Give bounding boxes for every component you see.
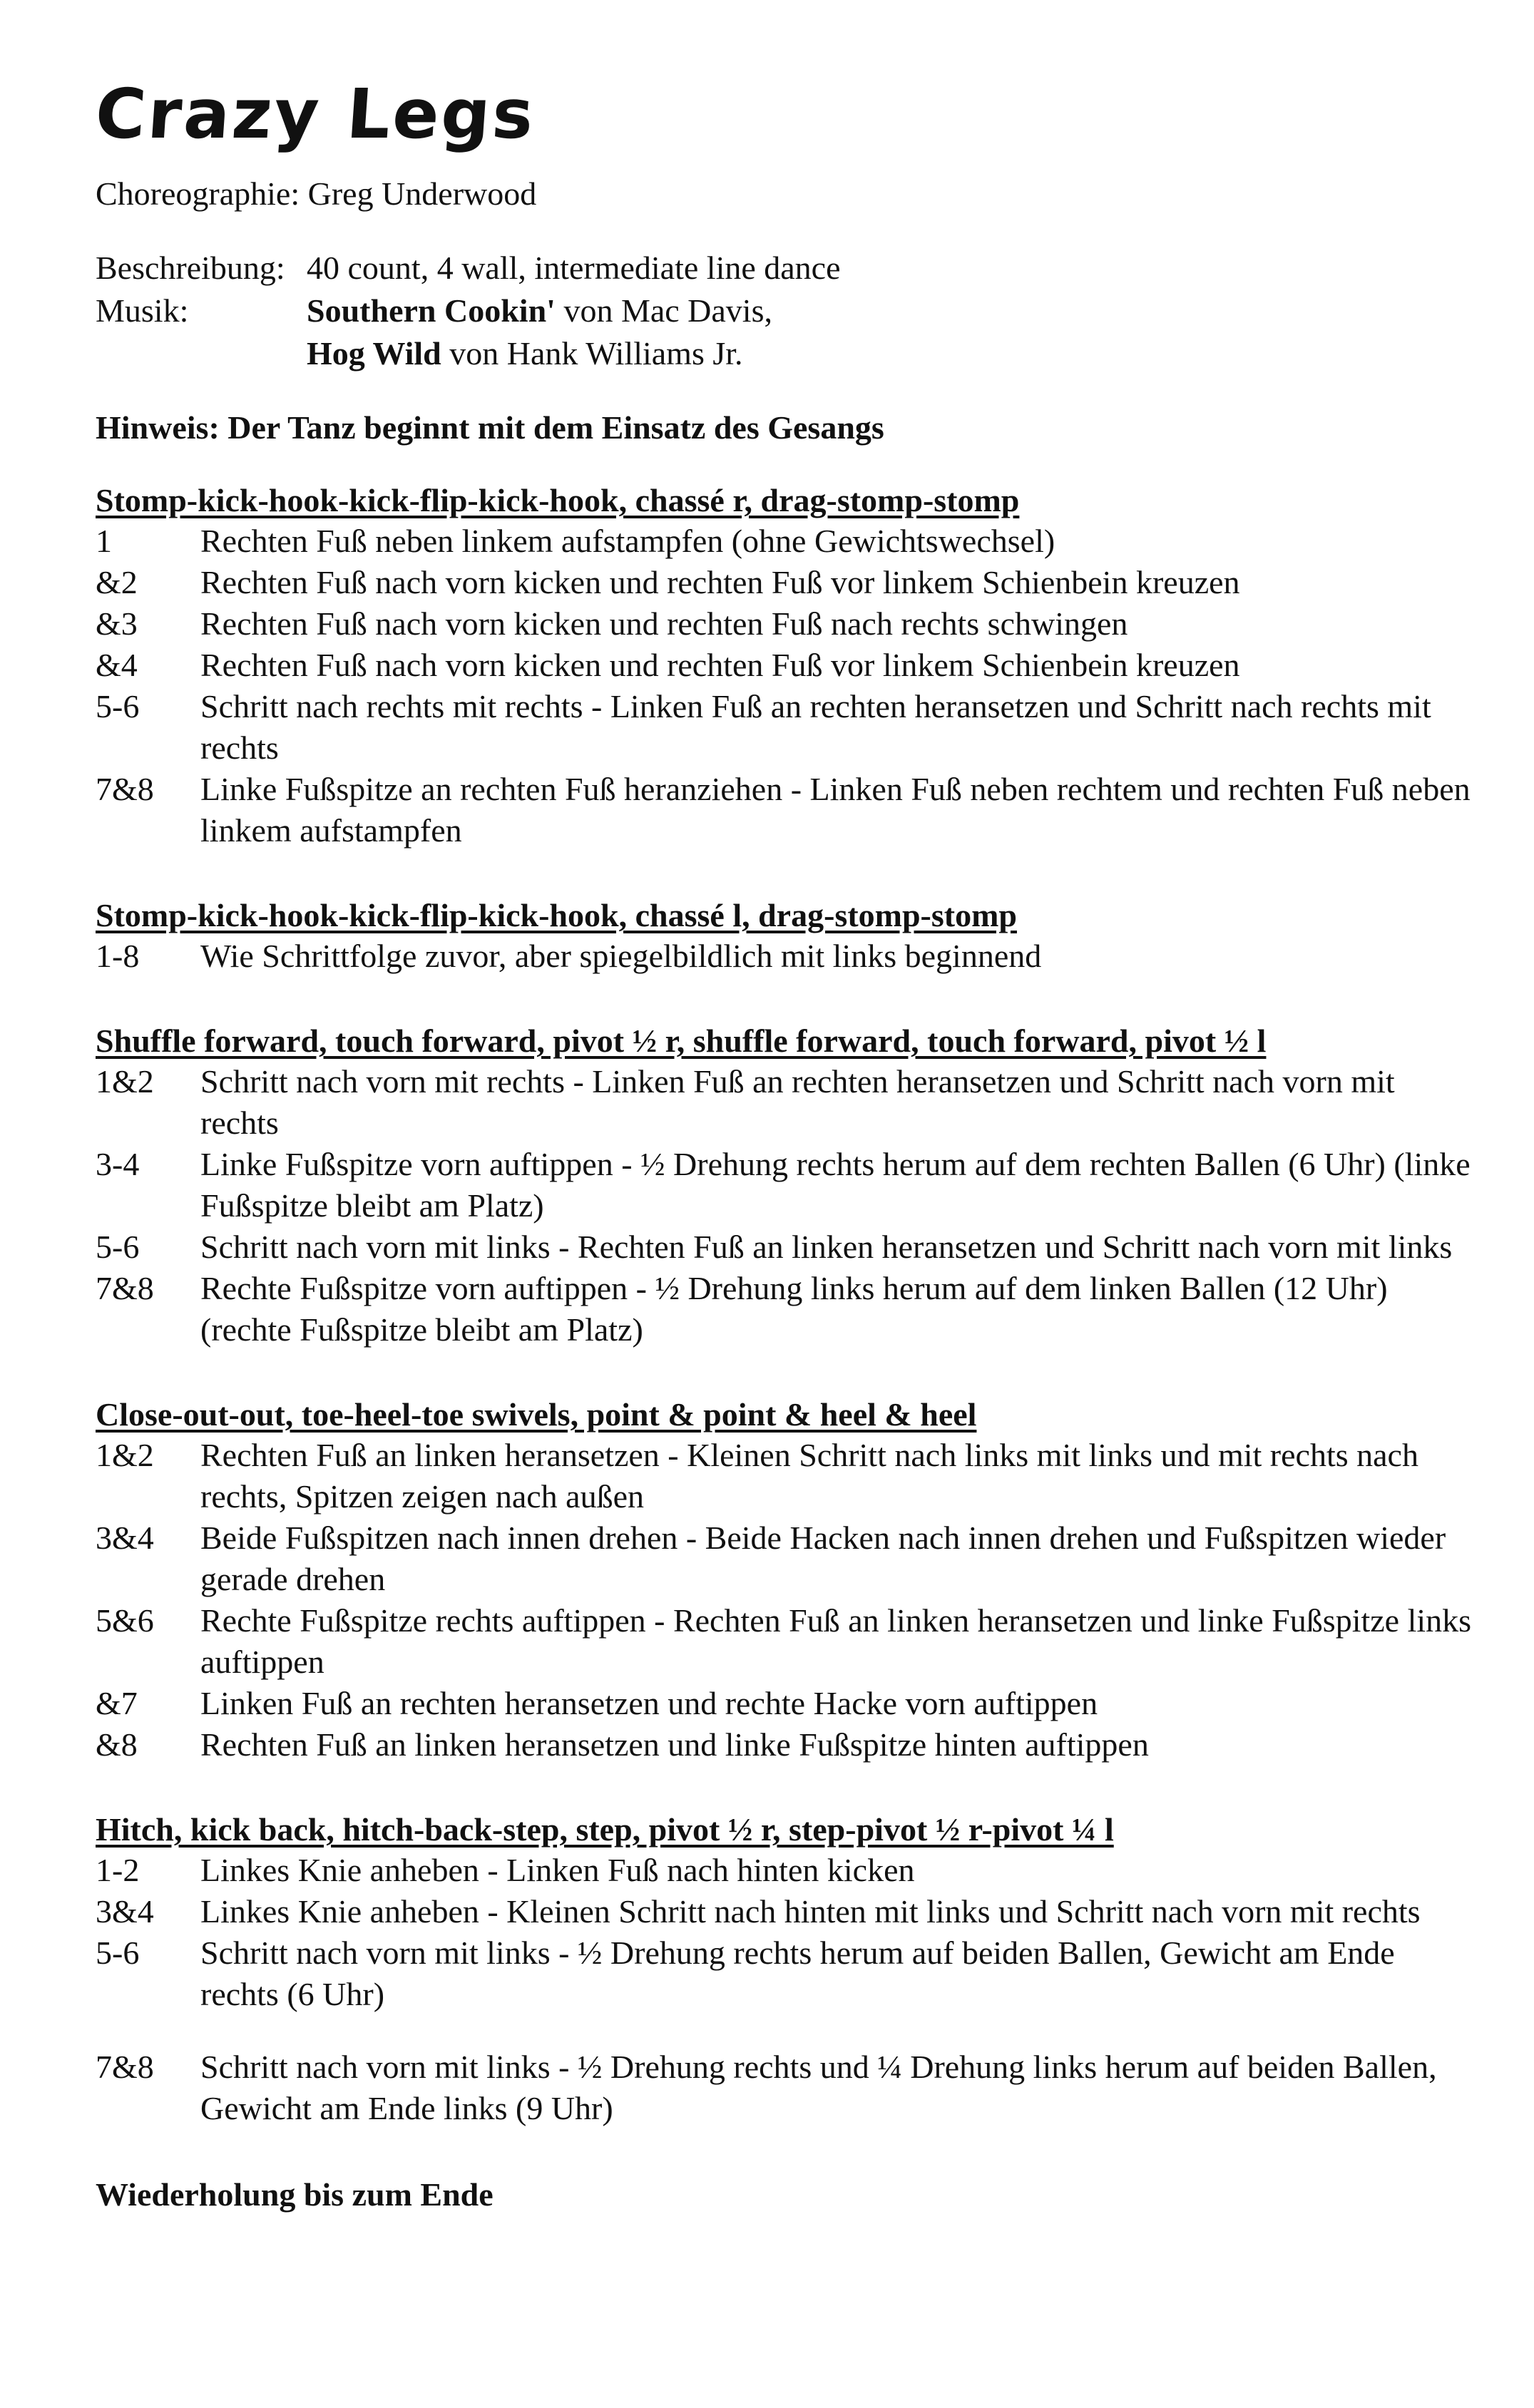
section-title: Stomp-kick-hook-kick-flip-kick-hook, chassé r, drag-stomp-stomp: [96, 482, 1020, 518]
section-5: [96, 1810, 1472, 2129]
step-count: &2: [96, 564, 138, 600]
start-note: Hinweis: Der Tanz beginnt mit dem Einsatz des Gesangs: [96, 409, 884, 446]
step-text: Rechten Fuß nach vorn kicken und rechten Fuß nach rechts schwingen: [200, 605, 1128, 642]
song-title: Southern Cookin': [307, 292, 556, 329]
step-text: Rechten Fuß an linken heransetzen und linke Fußspitze hinten auftippen: [200, 1726, 1149, 1763]
step-count: &7: [96, 1685, 138, 1721]
step-row: [96, 686, 1472, 769]
step-text: Linke Fußspitze an rechten Fuß heranziehen - Linken Fuß neben rechtem und rechten Fuß neben linkem aufstampfen: [200, 771, 1471, 849]
song-artist: von Hank Williams Jr.: [441, 335, 743, 372]
description-line: [96, 247, 1472, 290]
step-count: 1-2: [96, 1852, 140, 1888]
step-row: [96, 1850, 1472, 1891]
repeat-note: Wiederholung bis zum Ende: [96, 2176, 494, 2213]
step-count: 3-4: [96, 1146, 140, 1182]
section-title: Stomp-kick-hook-kick-flip-kick-hook, chassé l, drag-stomp-stomp: [96, 897, 1017, 933]
step-row: [96, 769, 1472, 851]
step-row: [96, 521, 1472, 562]
step-text: Schritt nach vorn mit links - Rechten Fuß an linken heransetzen und Schritt nach vorn mit links: [200, 1229, 1453, 1265]
step-row: [96, 1932, 1472, 2015]
step-text: Rechte Fußspitze rechts auftippen - Rechten Fuß an linken heransetzen und linke Fußspitze links auftippen: [200, 1602, 1472, 1680]
step-text: Schritt nach rechts mit rechts - Linken Fuß an rechten heransetzen und Schritt nach rechts mit rechts: [200, 688, 1431, 766]
step-count: &4: [96, 647, 138, 683]
step-count: 1: [96, 523, 112, 559]
step-text: Schritt nach vorn mit links - ½ Drehung rechts herum auf beiden Ballen, Gewicht am Ende rechts (6 Uhr): [200, 1935, 1395, 2012]
step-count: 7&8: [96, 1270, 154, 1306]
music-label: Musik:: [96, 292, 189, 329]
song-title: Hog Wild: [307, 335, 441, 372]
step-text: Linke Fußspitze vorn auftippen - ½ Drehung rechts herum auf dem rechten Ballen (6 Uhr) (linke Fußspitze bleibt am Platz): [200, 1146, 1471, 1224]
section-1: [96, 481, 1472, 851]
description-label: Beschreibung:: [96, 250, 285, 286]
step-count: 1&2: [96, 1437, 154, 1473]
step-count: 7&8: [96, 2049, 154, 2085]
step-text: Rechten Fuß nach vorn kicken und rechten Fuß vor linkem Schienbein kreuzen: [200, 564, 1240, 600]
step-count: 7&8: [96, 771, 154, 807]
step-count: 1-8: [96, 938, 140, 974]
step-row: [96, 603, 1472, 645]
step-row: [96, 1061, 1472, 1144]
music-line-2: [96, 332, 1472, 375]
step-count: 3&4: [96, 1893, 154, 1930]
step-row: [96, 1724, 1472, 1766]
step-text: Linkes Knie anheben - Kleinen Schritt nach hinten mit links und Schritt nach vorn mit rechts: [200, 1893, 1421, 1930]
section-2: [96, 896, 1472, 977]
section-title: Hitch, kick back, hitch-back-step, step, pivot ½ r, step-pivot ½ r-pivot ¼ l: [96, 1811, 1114, 1848]
song-artist: von Mac Davis,: [555, 292, 772, 329]
step-row: [96, 562, 1472, 603]
step-count: 3&4: [96, 1520, 154, 1556]
step-row: [96, 1891, 1472, 1932]
step-text: Beide Fußspitzen nach innen drehen - Beide Hacken nach innen drehen und Fußspitzen wieder gerade drehen: [200, 1520, 1446, 1597]
step-count: 5&6: [96, 1602, 154, 1639]
dance-title: Crazy Legs: [93, 74, 538, 154]
step-count: &3: [96, 605, 138, 642]
step-text: Rechte Fußspitze vorn auftippen - ½ Drehung links herum auf dem linken Ballen (12 Uhr) (rechte Fußspitze bleibt am Platz): [200, 1270, 1388, 1348]
music-song-2: [307, 332, 743, 375]
section-title: Shuffle forward, touch forward, pivot ½ r, shuffle forward, touch forward, pivot ½ l: [96, 1023, 1267, 1059]
step-row: [96, 1226, 1472, 1268]
step-text: Schritt nach vorn mit rechts - Linken Fuß an rechten heransetzen und Schritt nach vorn mit rechts: [200, 1063, 1395, 1141]
step-row: [96, 1517, 1472, 1600]
step-row: [96, 936, 1472, 977]
section-3: [96, 1021, 1472, 1351]
step-text: Rechten Fuß an linken heransetzen - Kleinen Schritt nach links mit links und mit rechts nach rechts, Spitzen zeigen nach außen: [200, 1437, 1418, 1515]
step-count: 5-6: [96, 1229, 140, 1265]
step-count: 1&2: [96, 1063, 154, 1100]
step-row: [96, 2046, 1472, 2129]
section-title: Close-out-out, toe-heel-toe swivels, point & point & heel & heel: [96, 1396, 977, 1433]
step-count: &8: [96, 1726, 138, 1763]
step-count: 5-6: [96, 1935, 140, 1971]
step-text: Linken Fuß an rechten heransetzen und rechte Hacke vorn auftippen: [200, 1685, 1098, 1721]
step-row: [96, 1268, 1472, 1351]
choreography-text: Choreographie: Greg Underwood: [96, 175, 537, 212]
step-text: Schritt nach vorn mit links - ½ Drehung rechts und ¼ Drehung links herum auf beiden Ballen, Gewicht am Ende links (9 Uhr): [200, 2049, 1437, 2126]
music-song-1: [307, 290, 772, 332]
step-row: [96, 645, 1472, 686]
document-page: [93, 71, 1472, 2216]
step-text: Linkes Knie anheben - Linken Fuß nach hinten kicken: [200, 1852, 915, 1888]
step-text: Rechten Fuß nach vorn kicken und rechten Fuß vor linkem Schienbein kreuzen: [200, 647, 1240, 683]
choreography-line: [96, 173, 1472, 215]
section-4: [96, 1395, 1472, 1766]
music-line-1: [96, 290, 1472, 332]
step-count: 5-6: [96, 688, 140, 724]
step-row: [96, 1435, 1472, 1517]
step-row: [96, 1683, 1472, 1724]
step-text: Wie Schrittfolge zuvor, aber spiegelbildlich mit links beginnend: [200, 938, 1042, 974]
step-text: Rechten Fuß neben linkem aufstampfen (ohne Gewichtswechsel): [200, 523, 1055, 559]
step-row: [96, 1600, 1472, 1683]
description-value: 40 count, 4 wall, intermediate line dance: [307, 250, 841, 286]
step-row: [96, 1144, 1472, 1226]
